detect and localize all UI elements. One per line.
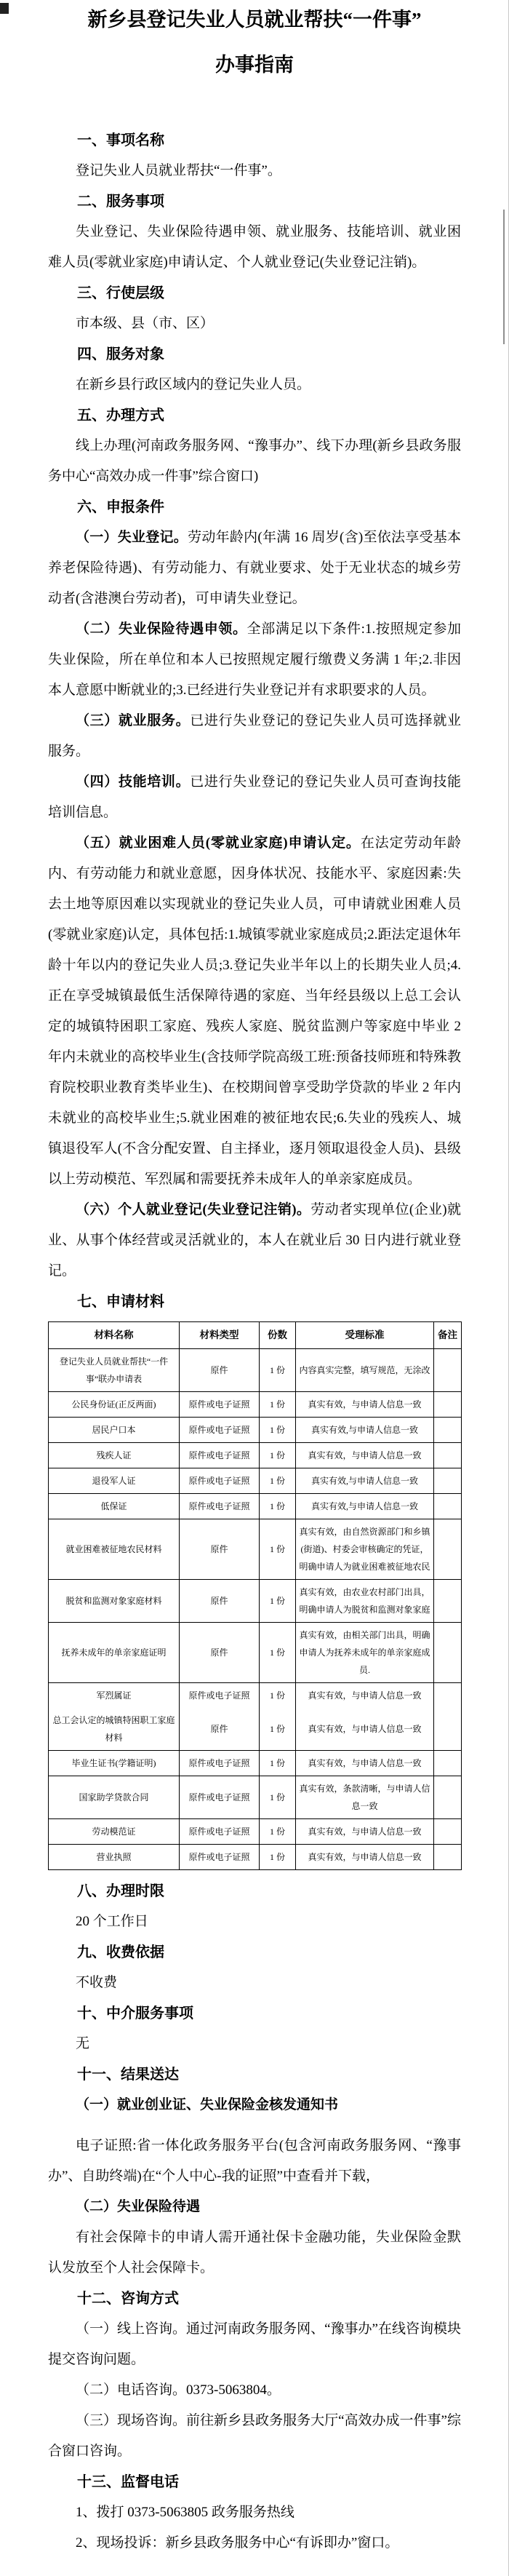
body-handling-method: 线上办理(河南政务服务网、“豫事办”、线下办理(新乡县政务服务中心“高效办成一件事”综合窗口) [48, 438, 461, 484]
cell-name: 总工会认定的城镇特困职工家庭材料 [49, 1708, 180, 1751]
table-row [49, 1623, 462, 1683]
heading-application-materials: 七、申请材料 [77, 1294, 164, 1310]
body-item-name: 登记失业人员就业帮扶“一件事”。 [76, 163, 281, 178]
cell-name: 抚养未成年的单亲家庭证明 [49, 1623, 180, 1683]
cell-count: 1 份 [260, 1468, 296, 1494]
cell-remark [434, 1708, 462, 1751]
cell-remark [434, 1751, 462, 1776]
condition-item [48, 1195, 461, 1287]
cell-type: 原件或电子证照 [180, 1494, 260, 1519]
cell-standard: 真实有效，由自然资源部门和乡镇(街道)、村委会审核确定的凭证，明确申请人为就业困难被征地农民 [296, 1519, 434, 1580]
cell-name: 脱贫和监测对象家庭材料 [49, 1580, 180, 1623]
cell-remark [434, 1349, 462, 1392]
cell-type: 原件或电子证照 [180, 1751, 260, 1776]
condition-item [48, 828, 461, 1195]
cell-standard: 真实有效，与申请人信息一致 [296, 1683, 434, 1709]
cell-type: 原件 [180, 1519, 260, 1580]
body-fee-basis: 不收费 [76, 1975, 118, 1991]
cell-type: 原件或电子证照 [180, 1392, 260, 1418]
body-exercise-level: 市本级、县（市、区） [76, 316, 215, 331]
header-material-type: 材料类型 [180, 1322, 260, 1349]
cell-remark [434, 1443, 462, 1468]
cell-standard: 真实有效,与申请人信息一致 [296, 1468, 434, 1494]
cell-count: 1 份 [260, 1751, 296, 1776]
condition-label: （六）个人就业登记(失业登记注销)。 [76, 1202, 311, 1217]
body-insurance-benefit: 有社会保障卡的申请人需开通社保卡金融功能，失业保险金默认发放至个人社会保障卡。 [48, 2230, 461, 2276]
body-certificate-notice: 电子证照:省一体化政务服务平台(包含河南政务服务网、“豫事办”、自助终端)在“个人中心-我的证照”中查看并下载， [48, 2138, 461, 2185]
heading-service-items: 二、服务事项 [77, 194, 164, 210]
condition-item [48, 614, 461, 706]
table-row [49, 1776, 462, 1819]
table-row [49, 1392, 462, 1418]
heading-handling-method: 五、办理方式 [77, 408, 164, 424]
table-row [49, 1418, 462, 1443]
cell-standard: 真实有效，由相关部门出具，明确申请人为抚养未成年的单亲家庭成员. [296, 1623, 434, 1683]
supervision-item-onsite-complaint: 2、现场投诉：新乡县政务服务中心“有诉即办”窗口。 [76, 2535, 399, 2551]
cell-standard: 真实有效，与申请人信息一致 [296, 1708, 434, 1751]
cell-name: 居民户口本 [49, 1418, 180, 1443]
table-row [49, 1468, 462, 1494]
heading-agency-service: 十、中介服务事项 [77, 2005, 193, 2022]
condition-label: （四）技能培训。 [76, 774, 191, 790]
cell-standard: 真实有效，与申请人信息一致 [296, 1819, 434, 1845]
cell-type: 原件 [180, 1349, 260, 1392]
cell-remark [434, 1468, 462, 1494]
cell-standard: 内容真实完整，填写规范，无涂改 [296, 1349, 434, 1392]
table-row [49, 1683, 462, 1709]
cell-name: 残疾人证 [49, 1443, 180, 1468]
table-row [49, 1349, 462, 1392]
condition-item [48, 706, 461, 767]
cell-remark [434, 1623, 462, 1683]
cell-type: 原件或电子证照 [180, 1819, 260, 1845]
body-time-limit: 20 个工作日 [76, 1914, 148, 1930]
cell-standard: 真实有效，与申请人信息一致 [296, 1443, 434, 1468]
cell-remark [434, 1845, 462, 1870]
table-row [49, 1708, 462, 1751]
corner-artifact [0, 3, 9, 14]
cell-standard: 真实有效，与申请人信息一致 [296, 1751, 434, 1776]
cell-name: 劳动模范证 [49, 1819, 180, 1845]
consult-item-online: （一）线上咨询。通过河南政务服务网、“豫事办”在线咨询模块提交咨询问题。 [48, 2321, 461, 2368]
cell-count: 1 份 [260, 1819, 296, 1845]
condition-item [48, 767, 461, 828]
table-row [49, 1845, 462, 1870]
consult-item-phone: （二）电话咨询。0373-5063804。 [76, 2382, 281, 2398]
condition-text: 已进行失业登记的登记失业人员可查询技能培训信息。 [48, 774, 461, 820]
table-header-row [49, 1322, 462, 1349]
condition-label: （三）就业服务。 [76, 713, 191, 728]
cell-count: 1 份 [260, 1776, 296, 1819]
cell-name: 军烈属证 [49, 1683, 180, 1709]
cell-remark [434, 1418, 462, 1443]
cell-name: 毕业生证书(学籍证明) [49, 1751, 180, 1776]
table-row [49, 1443, 462, 1468]
body-service-items: 失业登记、失业保险待遇申领、就业服务、技能培训、就业困难人员(零就业家庭)申请认定、个人就业登记(失业登记注销)。 [48, 224, 461, 270]
cell-standard: 真实有效，条款清晰，与申请人信息一致 [296, 1776, 434, 1819]
cell-count: 1 份 [260, 1580, 296, 1623]
cell-standard: 真实有效,与申请人信息一致 [296, 1418, 434, 1443]
cell-name: 公民身份证(正反两面) [49, 1392, 180, 1418]
cell-count: 1 份 [260, 1349, 296, 1392]
heading-exercise-level: 三、行使层级 [77, 285, 164, 301]
condition-label: （二）失业保险待遇申领。 [76, 621, 247, 637]
table-row [49, 1494, 462, 1519]
cell-remark [434, 1580, 462, 1623]
condition-label: （一）失业登记。 [76, 530, 188, 545]
cell-remark [434, 1683, 462, 1709]
supervision-item-hotline: 1、拨打 0373-5063805 政务服务热线 [76, 2505, 294, 2521]
cell-type: 原件或电子证照 [180, 1468, 260, 1494]
cell-remark [434, 1776, 462, 1819]
heading-result-delivery: 十一、结果送达 [77, 2067, 179, 2083]
cell-type: 原件或电子证照 [180, 1443, 260, 1468]
heading-fee-basis: 九、收费依据 [77, 1944, 164, 1961]
cell-count: 1 份 [260, 1708, 296, 1751]
cell-type: 原件 [180, 1623, 260, 1683]
cell-count: 1 份 [260, 1519, 296, 1580]
cell-count: 1 份 [260, 1418, 296, 1443]
condition-text: 劳动年龄内(年满 16 周岁(含)至依法享受基本养老保险待遇)、有劳动能力、有就业要求、处于无业状态的城乡劳动者(含港澳台劳动者)，可申请失业登记。 [48, 530, 461, 606]
cell-name: 低保证 [49, 1494, 180, 1519]
cell-count: 1 份 [260, 1494, 296, 1519]
body-service-target: 在新乡县行政区域内的登记失业人员。 [76, 377, 311, 392]
page-title-line2: 办事指南 [215, 54, 294, 76]
cell-type: 原件或电子证照 [180, 1683, 260, 1709]
spacer [48, 2120, 461, 2131]
cell-type: 原件 [180, 1708, 260, 1751]
table-row [49, 1519, 462, 1580]
header-acceptance-standard: 受理标准 [296, 1322, 434, 1349]
condition-text: 在法定劳动年龄内、有劳动能力和就业意愿，因身体状况、技能水平、家庭因素:失去土地等原因难以实现就业的登记失业人员，可申请就业困难人员(零就业家庭)认定，具体包括:1.城镇零就业家庭成员;2.距法定退休年龄十年以内的登记失业人员;3.登记失业半年以上的长期失业人员;4.正在享受城镇最低生活保障待遇的家庭、当年经县级以上总工会认定的城镇特困职工家庭、残疾人家庭、脱贫监测户等家庭中毕业 2 年内未就业的高校毕业生(含技师学院高级工班:预备技师班和特殊教育院校职业教育类毕业生)、在校期间曾享受助学贷款的毕业 2 年内未就业的高校毕业生;5.就业困难的被征地农民;6.失业的残疾人、城镇退役军人(不含分配安置、自主择业，逐月领取退役金人员)、县级以上劳动模范、军烈属和需要抚养未成年人的单亲家庭成员。 [48, 835, 461, 1187]
title-block [48, 7, 461, 77]
cell-count: 1 份 [260, 1443, 296, 1468]
cell-name: 营业执照 [49, 1845, 180, 1870]
table-row [49, 1580, 462, 1623]
heading-consult-method: 十二、咨询方式 [77, 2291, 179, 2307]
cell-name: 国家助学贷款合同 [49, 1776, 180, 1819]
condition-text: 全部满足以下条件:1.按照规定参加失业保险，所在单位和本人已按照规定履行缴费义务满 1 年;2.非因本人意愿中断就业的;3.已经进行失业登记并有求职要求的人员。 [48, 621, 461, 698]
cell-standard: 真实有效，与申请人信息一致 [296, 1845, 434, 1870]
cell-type: 原件 [180, 1580, 260, 1623]
cell-remark [434, 1494, 462, 1519]
body-agency-service: 无 [76, 2036, 90, 2052]
cell-count: 1 份 [260, 1392, 296, 1418]
cell-standard: 真实有效，与申请人信息一致 [296, 1392, 434, 1418]
consult-item-onsite: （三）现场咨询。前往新乡县政务服务大厅“高效办成一件事”综合窗口咨询。 [48, 2413, 461, 2460]
heading-service-target: 四、服务对象 [77, 346, 164, 362]
header-remark: 备注 [434, 1322, 462, 1349]
right-edge-mark [503, 210, 505, 344]
cell-standard: 真实有效，由农业农村部门出具，明确申请人为脱贫和监测对象家庭 [296, 1580, 434, 1623]
cell-type: 原件或电子证照 [180, 1776, 260, 1819]
heading-supervision-phone: 十三、监督电话 [77, 2474, 179, 2491]
subheading-insurance-benefit: （二）失业保险待遇 [76, 2199, 201, 2215]
cell-count: 1 份 [260, 1845, 296, 1870]
cell-count: 1 份 [260, 1623, 296, 1683]
heading-application-conditions: 六、申报条件 [77, 499, 164, 515]
condition-text: 已进行失业登记的登记失业人员可选择就业服务。 [48, 713, 461, 759]
cell-name: 登记失业人员就业帮扶“一件事”联办申请表 [49, 1349, 180, 1392]
subheading-certificate-notice: （一）就业创业证、失业保险金核发通知书 [76, 2097, 339, 2113]
table-row [49, 1751, 462, 1776]
cell-name: 就业困难被征地农民材料 [49, 1519, 180, 1580]
cell-type: 原件或电子证照 [180, 1845, 260, 1870]
materials-table [48, 1321, 462, 1870]
table-row [49, 1819, 462, 1845]
cell-type: 原件或电子证照 [180, 1418, 260, 1443]
cell-standard: 真实有效,与申请人信息一致 [296, 1494, 434, 1519]
cell-remark [434, 1519, 462, 1580]
cell-remark [434, 1392, 462, 1418]
heading-item-name: 一、事项名称 [77, 132, 164, 148]
heading-time-limit: 八、办理时限 [77, 1883, 164, 1900]
cell-remark [434, 1819, 462, 1845]
condition-item [48, 522, 461, 614]
cell-name: 退役军人证 [49, 1468, 180, 1494]
header-material-name: 材料名称 [49, 1322, 180, 1349]
condition-text: 劳动者实现单位(企业)就业、从事个体经营或灵活就业的，本人在就业后 30 日内进行就业登记。 [48, 1202, 462, 1279]
header-copies: 份数 [260, 1322, 296, 1349]
page-title-line1: 新乡县登记失业人员就业帮扶“一件事” [87, 9, 422, 31]
condition-label: （五）就业困难人员(零就业家庭)申请认定。 [76, 835, 361, 851]
cell-count: 1 份 [260, 1683, 296, 1709]
